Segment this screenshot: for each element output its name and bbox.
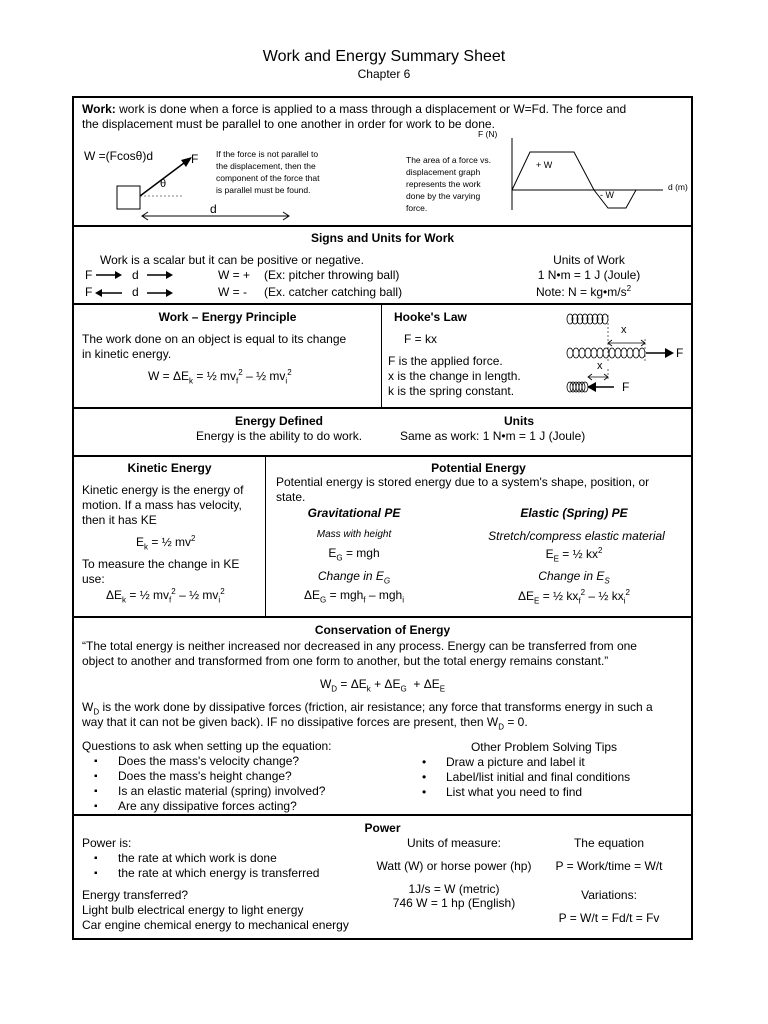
energy-defined-section	[72, 407, 693, 457]
work-energy-formula: $W = \Delta E_k$ = ½ $mv_f^2$ – ½ $mv_i^2$	[148, 368, 292, 386]
list-item: • Draw a picture and label it	[410, 755, 630, 770]
hooke-line-3: k is the spring constant.	[388, 384, 515, 398]
work-energy-line-2: in kinetic energy.	[82, 347, 172, 361]
hooke-line-2: x is the change in length.	[388, 369, 521, 383]
spring-x-label-1: x	[621, 324, 627, 336]
positive-work: W = +	[218, 268, 251, 282]
list-item: ▪ the rate at which work is done	[82, 851, 319, 866]
power-is: Power is:	[82, 836, 132, 850]
negative-work: W = -	[218, 285, 247, 299]
force-displacement-graph	[508, 138, 668, 218]
power-units-english: 746 W = 1 hp (English)	[392, 896, 516, 910]
gravitational-pe-heading: Gravitational PE	[307, 506, 401, 520]
signs-heading: Signs and Units for Work	[310, 231, 455, 245]
spring-force-label-1: F	[676, 346, 684, 360]
power-heading: Power	[364, 821, 401, 835]
conservation-formula: $W_D = \Delta E_k + \Delta E_G + \Delta E_E$	[319, 677, 446, 694]
spring-x-label-2: x	[597, 360, 603, 372]
elastic-change-formula: $\Delta E_E$ = ½ $kx_f^2$ – ½ $kx_i^2$	[517, 588, 630, 606]
power-units-watt: Watt (W) or horse power (hp)	[376, 859, 532, 873]
work-energy-line-1: The work done on an object is equal to its change	[82, 332, 347, 346]
conservation-section	[72, 616, 693, 816]
potential-energy-heading: Potential Energy	[431, 461, 526, 475]
page-subtitle: Chapter 6	[357, 67, 411, 81]
list-item: ▪ Does the mass's velocity change?	[82, 754, 325, 769]
graph-y-axis-label: F (N)	[478, 129, 498, 139]
units-of-work-note: Note: $N = kg•m/s^2$	[536, 284, 632, 299]
negative-work-label: - W	[600, 190, 614, 200]
kinetic-line-1: Kinetic energy is the energy of	[82, 483, 244, 497]
list-item: ▪ Does the mass's height change?	[82, 769, 325, 784]
tips-heading: Other Problem Solving Tips	[470, 740, 618, 754]
kinetic-line-3: then it has KE	[82, 513, 157, 527]
power-section	[72, 814, 693, 940]
energy-defined-text: Energy is the ability to do work.	[195, 429, 363, 443]
elastic-pe-subtitle: Stretch/compress elastic material	[488, 529, 665, 543]
conservation-quote-2: object to another and transformed from one form to another, but the total energy remains constant.”	[82, 654, 609, 668]
car-engine-example: Car engine chemical energy to mechanical energy	[82, 918, 349, 932]
light-bulb-example: Light bulb electrical energy to light energy	[82, 903, 304, 917]
tips-list	[410, 755, 630, 800]
parallel-note: If the force is not parallel to the displacement, then the component of the force that is parallel must be found.	[216, 149, 320, 195]
gravitational-change-label: Change in $E_G$	[317, 569, 391, 586]
theta-label: θ	[160, 178, 167, 190]
signs-units-section	[72, 225, 693, 305]
work-label: Work:	[82, 102, 116, 116]
work-energy-heading: Work – Energy Principle	[158, 310, 297, 324]
kinetic-energy-heading: Kinetic Energy	[127, 461, 212, 475]
questions-heading: Questions to ask when setting up the equation:	[82, 739, 332, 753]
energy-transferred: Energy transferred?	[82, 888, 189, 902]
energy-units-heading: Units	[504, 414, 534, 428]
energy-units-text: Same as work: 1 N•m = 1 J (Joule)	[400, 429, 586, 443]
positive-work-label: + W	[536, 160, 553, 170]
questions-list	[82, 754, 325, 814]
list-item: • List what you need to find	[410, 785, 630, 800]
force-f2: F	[85, 285, 93, 299]
gravitational-pe-formula: $E_G$ = mgh	[328, 546, 380, 563]
power-list	[82, 851, 319, 881]
gravitational-pe-subtitle: Mass with height	[316, 529, 392, 540]
potential-line-1: Potential energy is stored energy due to a system's shape, position, or	[276, 475, 650, 489]
power-variations-heading: Variations:	[581, 888, 637, 902]
power-units-metric: 1J/s = W (metric)	[408, 882, 500, 896]
work-section	[72, 96, 693, 227]
kinetic-formula: $E_k$ = ½ $mv^2$	[136, 534, 196, 552]
list-item: ▪ Are any dissipative forces acting?	[82, 799, 325, 814]
units-of-work-joule: 1 N•m = 1 J (Joule)	[537, 268, 641, 282]
kinetic-measure-2: use:	[82, 572, 105, 586]
dissipative-line-2: way that it can not be given back). IF no dissipative forces are present, then $W_D = 0$.	[82, 715, 528, 732]
work-formula: W =(Fcosθ)d	[84, 149, 154, 163]
hooke-formula: F = kx	[404, 332, 438, 346]
gravitational-change-formula: $\Delta E_G = mgh_f - mgh_i$	[304, 588, 404, 605]
force-label: F	[191, 152, 199, 166]
energy-defined-heading: Energy Defined	[234, 414, 324, 428]
power-variations: P = W/t = Fd/t = Fv	[558, 911, 660, 925]
spring-force-label-2: F	[622, 380, 630, 394]
kinetic-measure-1: To measure the change in KE	[82, 557, 240, 571]
elastic-change-label: Change in $E_S$	[538, 569, 610, 586]
power-units-heading: Units of measure:	[406, 836, 502, 850]
elastic-pe-formula: $E_E$ = ½ $kx^2$	[545, 546, 603, 564]
hooke-heading: Hooke's Law	[394, 310, 467, 324]
positive-example: (Ex: pitcher throwing ball)	[264, 268, 400, 282]
negative-example: (Ex. catcher catching ball)	[264, 285, 403, 299]
signs-scalar-line: Work is a scalar but it can be positive or negative.	[100, 253, 364, 267]
list-item: ▪ the rate at which energy is transferred	[82, 866, 319, 881]
list-item: ▪ Is an elastic material (spring) involved?	[82, 784, 325, 799]
conservation-quote-1: “The total energy is neither increased nor decreased in any process. Energy can be transferred from one	[82, 639, 637, 653]
force-f1: F	[85, 268, 93, 282]
graph-x-axis-label: d (m)	[668, 182, 688, 192]
list-item: • Label/list initial and final conditions	[410, 770, 630, 785]
kinetic-change-formula: $\Delta E_k$ = ½ $mv_f^2$ – ½ $mv_i^2$	[106, 587, 225, 605]
potential-line-2: state.	[276, 490, 306, 504]
arrow-diagram	[84, 267, 174, 303]
units-of-work-heading: Units of Work	[553, 253, 625, 267]
dissipative-line-1: $W_D$ is the work done by dissipative forces (friction, air resistance; any force that transforms energy in such a	[82, 700, 653, 717]
hooke-line-1: F is the applied force.	[388, 354, 503, 368]
displacement-label: d	[210, 202, 217, 216]
power-equation-heading: The equation	[573, 836, 645, 850]
area-note: The area of a force vs. displacement graph represents the work done by the varying force.	[406, 155, 492, 213]
conservation-heading: Conservation of Energy	[314, 623, 451, 637]
work-energy-hooke-section	[72, 303, 693, 409]
work-definition-2: the displacement must be parallel to one another in order for work to be done.	[82, 117, 495, 131]
kinetic-potential-section	[72, 455, 693, 618]
displacement-d1: d	[132, 268, 139, 282]
power-equation: P = Work/time = W/t	[555, 859, 663, 873]
work-definition-1: work is done when a force is applied to a mass through a displacement or W=Fd. The force and	[119, 102, 627, 116]
displacement-d2: d	[132, 285, 139, 299]
kinetic-line-2: motion. If a mass has velocity,	[82, 498, 242, 512]
page-title: Work and Energy Summary Sheet	[262, 48, 506, 65]
elastic-pe-heading: Elastic (Spring) PE	[520, 506, 628, 520]
